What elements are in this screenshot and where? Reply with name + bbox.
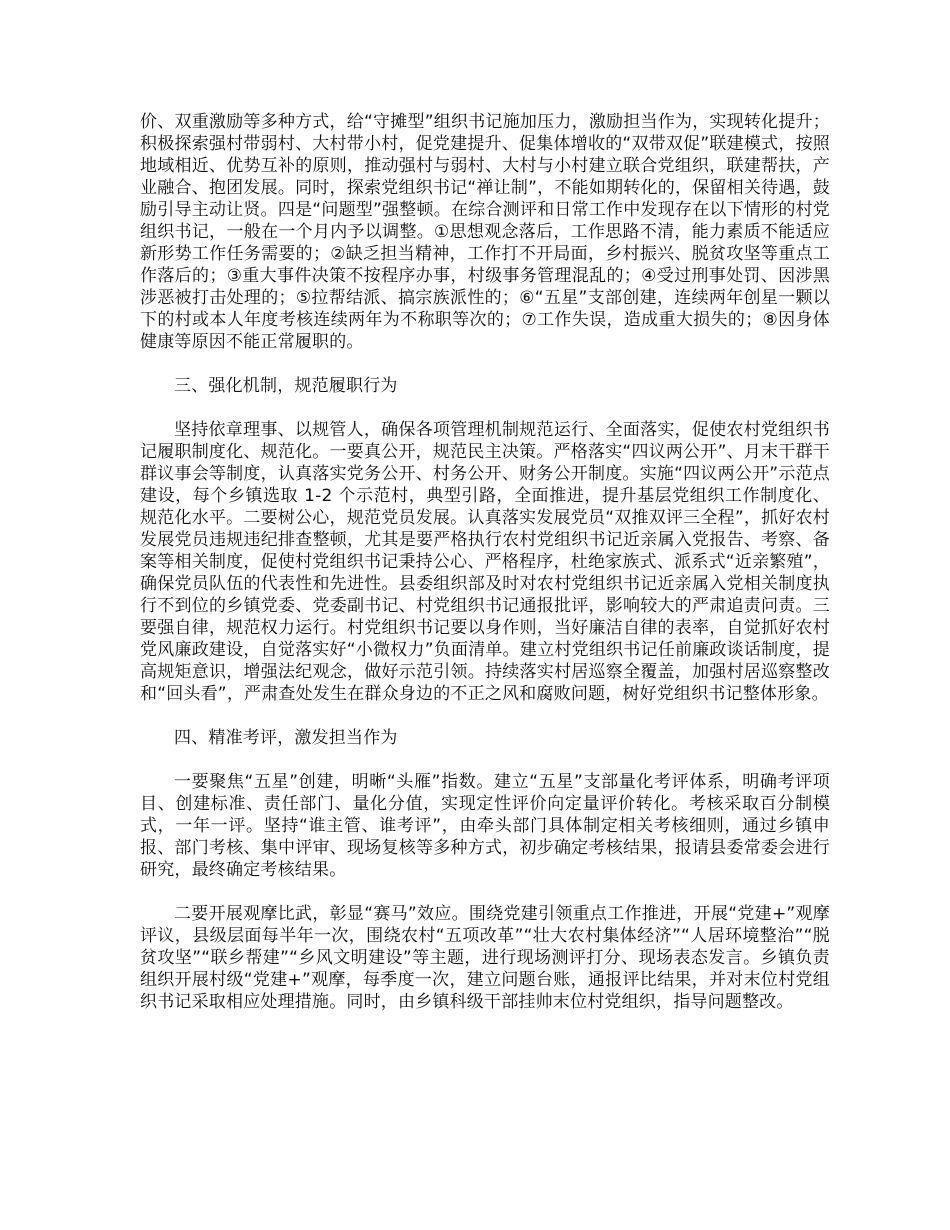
document-page: [140, 111, 830, 1035]
paragraph-continuation: 价、双重激励等多种方式，给“守摊型”组织书记施加压力，激励担当作为，实现转化提升；积极探索强村带弱村、大村带小村，促党建提升、促集体增收的“双带双促”联建模式，按照地域相近、优势互补的原则，推动强村与弱村、大村与小村建立联合党组织，联建帮扶，产业融合、抱团发展。同时，探索党组织书记“禅让制”，不能如期转化的，保留相关待遇，鼓励引导主动让贤。四是“问题型”强整顿。在综合测评和日常工作中发现存在以下情形的村党组织书记，一般在一个月内予以调整。①思想观念落后，工作思路不清，能力素质不能适应新形势工作任务需要的；②缺乏担当精神，工作打不开局面，乡村振兴、脱贫攻坚等重点工作落后的；③重大事件决策不按程序办事，村级事务管理混乱的；④受过刑事处罚、因涉黑涉恶被打击处理的；⑤拉帮结派、搞宗族派性的；⑥“五星”支部创建，连续两年创星一颗以下的村或本人年度考核连续两年为不称职等次的；⑦工作失误，造成重大损失的；⑧因身体健康等原因不能正常履职的。: [140, 112, 830, 352]
section-heading-4: 四、精准考评，激发担当作为: [174, 728, 398, 748]
paragraph-evaluation-1: 一要聚焦“五星”创建，明晰“头雁”指数。建立“五星”支部量化考评体系，明确考评项目、创建标准、责任部门、量化分值，实现定性评价向定量评价转化。考核采取百分制模式，一年一评。坚持“谁主管、谁考评”，由牵头部门具体制定相关考核细则，通过乡镇申报、部门考核、集中评审、现场复核等多种方式，初步确定考核结果，报请县委常委会进行研究，最终确定考核结果。: [140, 772, 830, 880]
paragraph-section-3: 坚持依章理事、以规管人，确保各项管理机制规范运行、全面落实，促使农村党组织书记履职制度化、规范化。一要真公开，规范民主决策。严格落实“四议两公开”、月末干群干群议事会等制度，认真落实党务公开、村务公开、财务公开制度。实施“四议两公开”示范点建设，每个乡镇选取 1-2 个示范村，典型引路，全面推进，提升基层党组织工作制度化、规范化水平。二要树公心，规范党员发展。认真落实发展党员“双推双评三全程”，抓好农村发展党员违规违纪排查整顿，尤其是要严格执行农村党组织书记近亲属入党报告、考察、备案等相关制度，促使村党组织书记秉持公心、严格程序，杜绝家族式、派系式“近亲繁殖”，确保党员队伍的代表性和先进性。县委组织部及时对农村党组织书记近亲属入党相关制度执行不到位的乡镇党委、党委副书记、村党组织书记通报批评，影响较大的严肃追责问责。三要强自律，规范权力运行。村党组织书记要以身作则，当好廉洁自律的表率，自觉抓好农村党风廉政建设，自觉落实好“小微权力”负面清单。建立村党组织书记任前廉政谈话制度，提高规矩意识，增强法纪观念，做好示范引领。持续落实村居巡察全覆盖，加强村居巡察整改和“回头看”，严肃查处发生在群众身边的不正之风和腐败问题，树好党组织书记整体形象。: [140, 420, 830, 704]
paragraph-evaluation-2: 二要开展观摩比武，彰显“赛马”效应。围绕党建引领重点工作推进，开展“党建+”观摩评议，县级层面每半年一次，围绕农村“五项改革”“壮大农村集体经济”“人居环境整治”“脱贫攻坚”“联乡帮建”“乡风文明建设”等主题，进行现场测评打分、现场表态发言。乡镇负责组织开展村级“党建+”观摩，每季度一次，建立问题台账，通报评比结果，并对末位村党组织书记采取相应处理措施。同时，由乡镇科级干部挂帅末位村党组织，指导问题整改。: [140, 904, 830, 1012]
section-heading-3: 三、强化机制，规范履职行为: [174, 376, 398, 396]
